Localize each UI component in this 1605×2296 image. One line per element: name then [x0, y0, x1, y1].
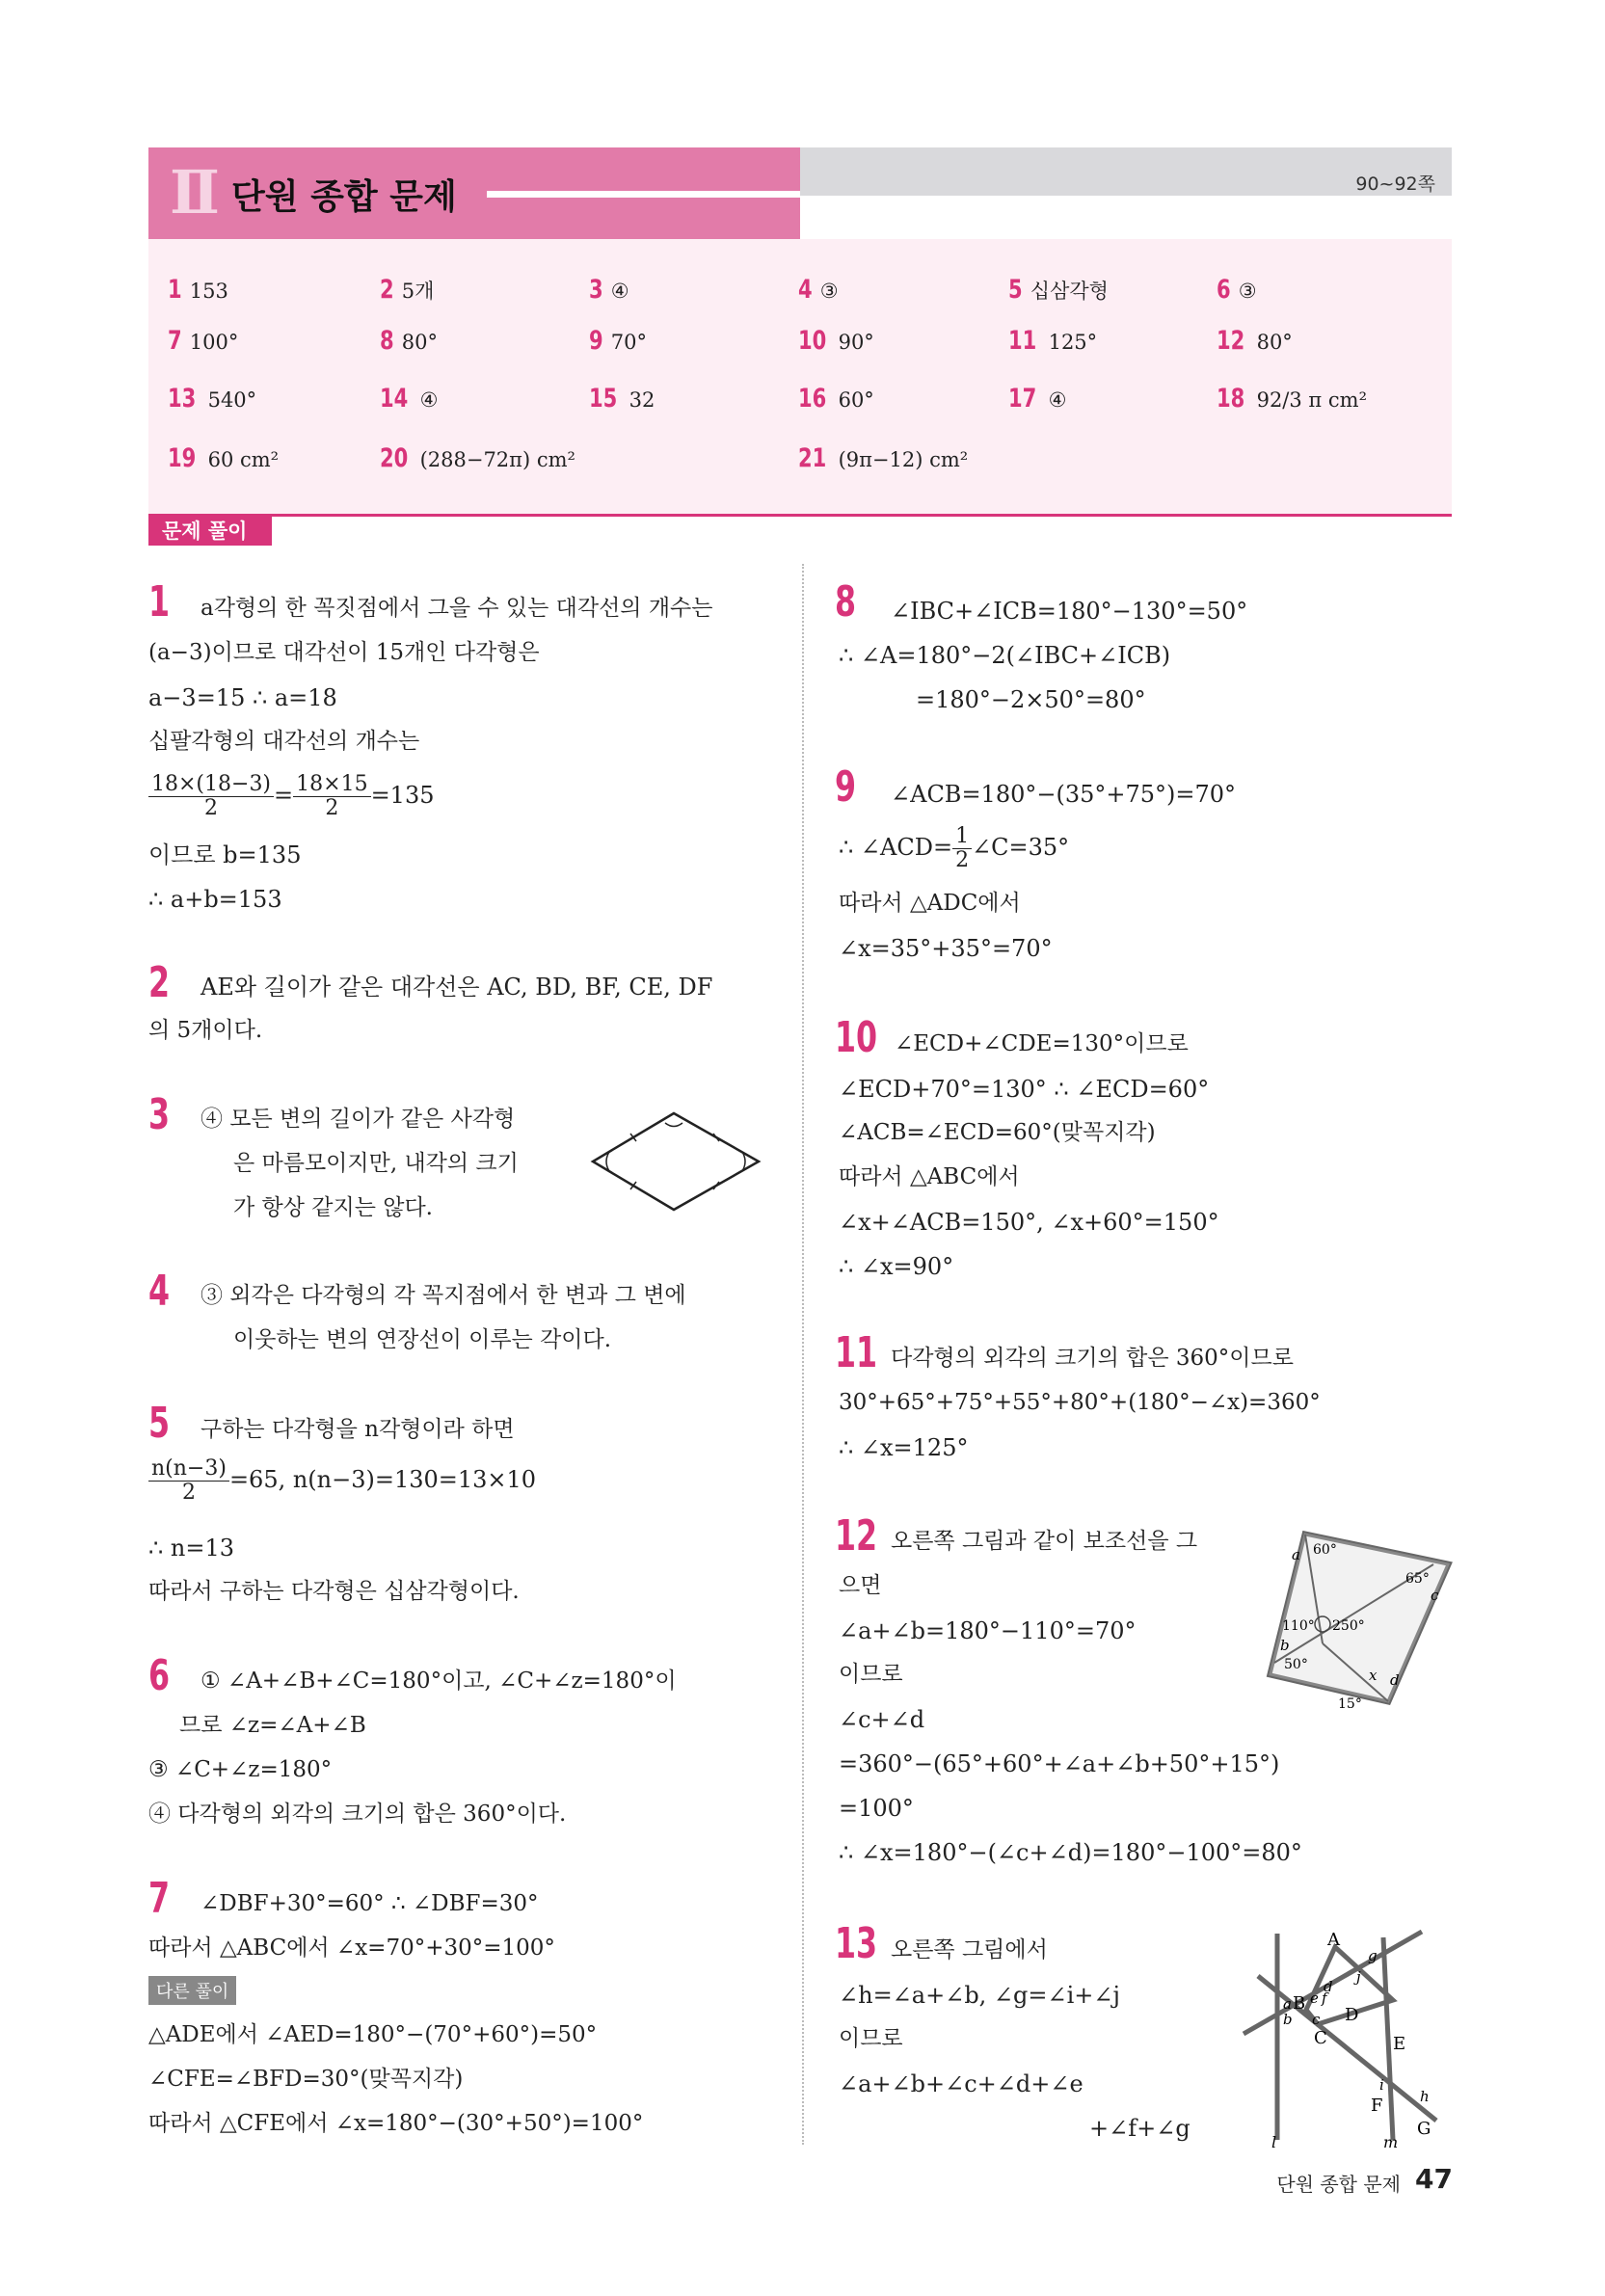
denominator: 2 — [325, 796, 339, 821]
text-line: 따라서 구하는 다각형은 십삼각형이다. — [148, 1579, 520, 1604]
fig-label: 50° — [1284, 1657, 1308, 1672]
answer-value: 70° — [610, 331, 648, 354]
answer-number: 8 — [380, 326, 394, 356]
text-line: 이므로 — [839, 1662, 903, 1687]
fig-label: F — [1371, 2096, 1383, 2116]
text-line: ∴ ∠x=125° — [839, 1434, 969, 1461]
problem-number: 7 — [148, 1874, 171, 1923]
text-line: 다각형의 외각의 크기의 합은 360°이므로 — [891, 1346, 1294, 1371]
numerator: n(n−3) — [148, 1457, 229, 1482]
answer-item — [168, 443, 279, 473]
text-line: 30°+65°+75°+55°+80°+(180°−∠x)=360° — [839, 1390, 1321, 1415]
text-line: ① ∠A+∠B+∠C=180°이고, ∠C+∠z=180°이 — [201, 1669, 677, 1694]
answer-item — [168, 326, 238, 356]
answer-value: (9π−12) cm² — [838, 448, 969, 471]
fig-label: f — [1322, 1989, 1327, 2007]
fig-label: e — [1310, 1989, 1319, 2007]
answer-value: 80° — [1256, 331, 1293, 354]
fig-label: m — [1383, 2133, 1399, 2149]
answer-number: 5 — [1008, 275, 1023, 305]
fig-label: 65° — [1405, 1571, 1430, 1587]
column-divider — [802, 564, 804, 2145]
answer-value: ④ — [419, 388, 439, 412]
fig-label: b — [1283, 2011, 1293, 2028]
fig-label: G — [1417, 2119, 1431, 2139]
answer-number: 21 — [798, 443, 827, 473]
answer-item — [589, 326, 647, 356]
text-line: 이웃하는 변의 연장선이 이루는 각이다. — [233, 1327, 612, 1352]
fig-label: x — [1369, 1667, 1378, 1684]
answer-number: 10 — [798, 326, 827, 356]
text-line: 이므로 — [839, 2026, 903, 2051]
text-line: 오른쪽 그림과 같이 보조선을 그 — [891, 1529, 1198, 1554]
text-line: =360°−(65°+60°+∠a+∠b+50°+15°) — [839, 1750, 1280, 1777]
problem-number: 5 — [148, 1399, 171, 1448]
fig-label: g — [1368, 1947, 1378, 1964]
answer-number: 16 — [798, 384, 827, 414]
text-line: ∠CFE=∠BFD=30°(맞꼭지각) — [148, 2067, 464, 2092]
fraction — [952, 825, 972, 872]
answer-value: 92/3 π cm² — [1256, 388, 1367, 412]
answer-number: 9 — [589, 326, 603, 356]
problem-number: 6 — [148, 1651, 171, 1700]
answer-item — [1008, 275, 1109, 305]
text-span: =135 — [370, 782, 435, 810]
answer-value: 153 — [189, 280, 228, 303]
answer-number: 19 — [168, 443, 197, 473]
fraction-line: $\frac{18\times(18-3)}{2}$ = $\frac{18\times 15}{2}$ =135 — [148, 773, 434, 820]
text-line: ∠ACB=180°−(35°+75°)=70° — [891, 781, 1237, 808]
answer-number: 12 — [1217, 326, 1245, 356]
text-line: ∠ECD+70°=130° ∴ ∠ECD=60° — [839, 1076, 1210, 1103]
text-line: △ADE에서 ∠AED=180°−(70°+60°)=50° — [148, 2022, 598, 2047]
answer-value: 100° — [189, 331, 239, 354]
answer-number: 15 — [589, 384, 618, 414]
problem-number: 3 — [148, 1090, 171, 1139]
answer-item — [1008, 384, 1066, 414]
text-line: 오른쪽 그림에서 — [891, 1937, 1048, 1962]
text-line: =100° — [839, 1795, 914, 1822]
answer-item — [1008, 326, 1097, 356]
fig-label: l — [1271, 2133, 1277, 2149]
fig-label: j — [1356, 1968, 1361, 1986]
numerator: 1 — [952, 825, 972, 849]
answer-item — [380, 275, 434, 305]
denominator: 2 — [204, 796, 219, 821]
answer-number: 1 — [168, 275, 182, 305]
text-line: ∠DBF+30°=60° ∴ ∠DBF=30° — [201, 1891, 539, 1916]
text-line: 으면 — [839, 1573, 882, 1598]
fig-label: 250° — [1332, 1618, 1365, 1634]
unit-numeral: II — [170, 157, 215, 227]
text-line: 구하는 다각형을 n각형이라 하면 — [201, 1417, 515, 1442]
answer-value: ④ — [610, 280, 629, 303]
answer-value: 125° — [1048, 331, 1098, 354]
answer-number: 20 — [380, 443, 409, 473]
fig-label: a — [1292, 1546, 1300, 1563]
fig-label: b — [1280, 1637, 1290, 1654]
answer-item — [589, 275, 629, 305]
page-title: 단원 종합 문제 — [231, 177, 457, 217]
fig-label: 60° — [1313, 1542, 1337, 1558]
text-line: =180°−2×50°=80° — [916, 686, 1146, 713]
footer-label: 단원 종합 문제 — [1276, 2173, 1401, 2196]
text-line: 따라서 △CFE에서 ∠x=180°−(30°+50°)=100° — [148, 2111, 644, 2136]
fig-label: E — [1393, 2034, 1406, 2054]
answer-value: 십삼각형 — [1030, 280, 1109, 303]
fig-label: d — [1324, 1978, 1333, 1995]
solution-tag: 문제 풀이 — [148, 517, 272, 546]
text-line: ∴ ∠A=180°−2(∠IBC+∠ICB) — [839, 642, 1171, 669]
answer-value: ③ — [1238, 280, 1257, 303]
fig-label: 15° — [1338, 1696, 1362, 1712]
answer-number: 14 — [380, 384, 409, 414]
answer-item — [798, 384, 874, 414]
answer-item — [1217, 384, 1367, 414]
fraction — [148, 1457, 229, 1505]
alt-solution-tag: 다른 풀이 — [148, 1976, 236, 2005]
answer-item — [380, 384, 438, 414]
text-line: 므로 ∠z=∠A+∠B — [179, 1713, 366, 1738]
text-line: ∠a+∠b=180°−110°=70° — [839, 1617, 1137, 1644]
text-line: 은 마름모이지만, 내각의 크기 — [233, 1151, 519, 1176]
text-line: (a−3)이므로 대각선이 15개인 다각형은 — [148, 640, 540, 665]
text-line: 따라서 △ADC에서 — [839, 891, 1021, 916]
fraction — [293, 773, 370, 820]
text-line: a각형의 한 꼭짓점에서 그을 수 있는 대각선의 개수는 — [201, 596, 713, 621]
text-line: ③ 외각은 다각형의 각 꼭지점에서 한 변과 그 변에 — [201, 1283, 686, 1308]
problem-number: 1 — [148, 577, 171, 627]
text-line: ④ 다각형의 외각의 크기의 합은 360°이다. — [148, 1802, 567, 1827]
answer-item — [1217, 275, 1257, 305]
problem-number: 13 — [835, 1919, 878, 1968]
answer-value: ④ — [1048, 388, 1067, 412]
fraction-line — [148, 1457, 536, 1505]
answer-value: 90° — [838, 331, 874, 354]
problem-number: 8 — [835, 577, 857, 627]
fraction — [148, 773, 274, 820]
header-gray-band — [800, 147, 1452, 196]
answer-number: 11 — [1008, 326, 1037, 356]
fig-label: 110° — [1282, 1618, 1315, 1634]
text-line: ③ ∠C+∠z=180° — [148, 1757, 333, 1782]
fig-label: B — [1293, 1993, 1306, 2014]
text-line: 따라서 △ABC에서 — [839, 1164, 1020, 1189]
figure-12 — [1265, 1528, 1458, 1721]
text-line: ∠c+∠d — [839, 1706, 925, 1733]
text-line: ∴ n=13 — [148, 1535, 235, 1562]
answer-item — [798, 326, 874, 356]
answer-number: 18 — [1217, 384, 1245, 414]
problem-number: 4 — [148, 1267, 171, 1316]
fig-label: c — [1312, 2011, 1321, 2028]
answer-value: 5개 — [401, 280, 435, 303]
page-range: 90~92쪽 — [1355, 174, 1435, 195]
text-line: ∠x+∠ACB=150°, ∠x+60°=150° — [839, 1209, 1219, 1236]
text-line: 따라서 △ABC에서 ∠x=70°+30°=100° — [148, 1936, 555, 1961]
fraction-line — [839, 825, 1069, 872]
fig-label: i — [1379, 2076, 1384, 2094]
fig-label: D — [1345, 2005, 1359, 2025]
fig-label: C — [1314, 2028, 1327, 2048]
answer-value: 60° — [838, 388, 874, 412]
fig-label: h — [1420, 2088, 1430, 2105]
page-number: 47 — [1415, 2163, 1453, 2195]
answer-item — [798, 275, 839, 305]
text-line: ∠a+∠b+∠c+∠d+∠e — [839, 2070, 1083, 2097]
answer-number: 6 — [1217, 275, 1231, 305]
text-line: ∠ECD+∠CDE=130°이므로 — [895, 1031, 1189, 1056]
text-line: a−3=15 ∴ a=18 — [148, 684, 337, 711]
title-rule — [487, 191, 800, 198]
text-line: +∠f+∠g — [1089, 2115, 1190, 2142]
answer-number: 2 — [380, 275, 394, 305]
answer-item — [798, 443, 968, 473]
answer-item — [168, 275, 228, 305]
text-span: ∴ ∠ACD= — [839, 834, 953, 862]
text-line: 이므로 b=135 — [148, 841, 302, 868]
text-line: ∠h=∠a+∠b, ∠g=∠i+∠j — [839, 1982, 1120, 2009]
problem-number: 2 — [148, 958, 171, 1007]
text-line: 의 5개이다. — [148, 1018, 263, 1043]
answer-value: ③ — [819, 280, 839, 303]
answer-value: 32 — [629, 388, 655, 412]
text-line: ∠x=35°+35°=70° — [839, 935, 1053, 962]
text-line: 가 항상 같지는 않다. — [233, 1195, 433, 1220]
text-line: ∠ACB=∠ECD=60°(맞꼭지각) — [839, 1120, 1156, 1145]
text-line: ∴ a+b=153 — [148, 886, 282, 913]
numerator: 18×(18−3) — [148, 773, 274, 797]
text-line: ∴ ∠x=90° — [839, 1253, 954, 1280]
answer-item — [380, 326, 438, 356]
text-line: 십팔각형의 대각선의 개수는 — [148, 729, 420, 754]
denominator: 2 — [955, 848, 970, 873]
answer-number: 3 — [589, 275, 603, 305]
answer-number: 17 — [1008, 384, 1037, 414]
text-line: ∴ ∠x=180°−(∠c+∠d)=180°−100°=80° — [839, 1839, 1302, 1866]
text-line: AE와 길이가 같은 대각선은 AC, BD, BF, CE, DF — [201, 974, 713, 1001]
answer-number: 4 — [798, 275, 813, 305]
text-line: ∠IBC+∠ICB=180°−130°=50° — [891, 598, 1248, 625]
fig-label: c — [1431, 1587, 1439, 1604]
problem-number: 11 — [835, 1328, 878, 1377]
answer-value: 80° — [401, 331, 439, 354]
answer-number: 13 — [168, 384, 197, 414]
fig-label: A — [1327, 1930, 1340, 1950]
answer-value: 540° — [207, 388, 257, 412]
problem-number: 10 — [835, 1013, 878, 1062]
answer-item — [589, 384, 655, 414]
answer-value: 60 cm² — [207, 448, 280, 471]
fig-label: d — [1390, 1671, 1400, 1689]
rhombus-figure — [590, 1108, 773, 1215]
answer-item — [168, 384, 256, 414]
text-line: ④ 모든 변의 길이가 같은 사각형 — [201, 1107, 516, 1132]
problem-number: 12 — [835, 1511, 878, 1561]
answer-number: 7 — [168, 326, 182, 356]
text-span: =65, n(n−3)=130=13×10 — [228, 1466, 537, 1494]
answer-item — [1217, 326, 1293, 356]
text-span: ∠C=35° — [972, 834, 1070, 862]
answer-value: (288−72π) cm² — [419, 448, 575, 471]
answer-item — [380, 443, 575, 473]
fig-label: a — [1283, 1995, 1292, 2013]
figure-13 — [1239, 1928, 1451, 2149]
numerator: 18×15 — [293, 773, 370, 797]
denominator: 2 — [181, 1481, 196, 1506]
problem-number: 9 — [835, 762, 857, 812]
